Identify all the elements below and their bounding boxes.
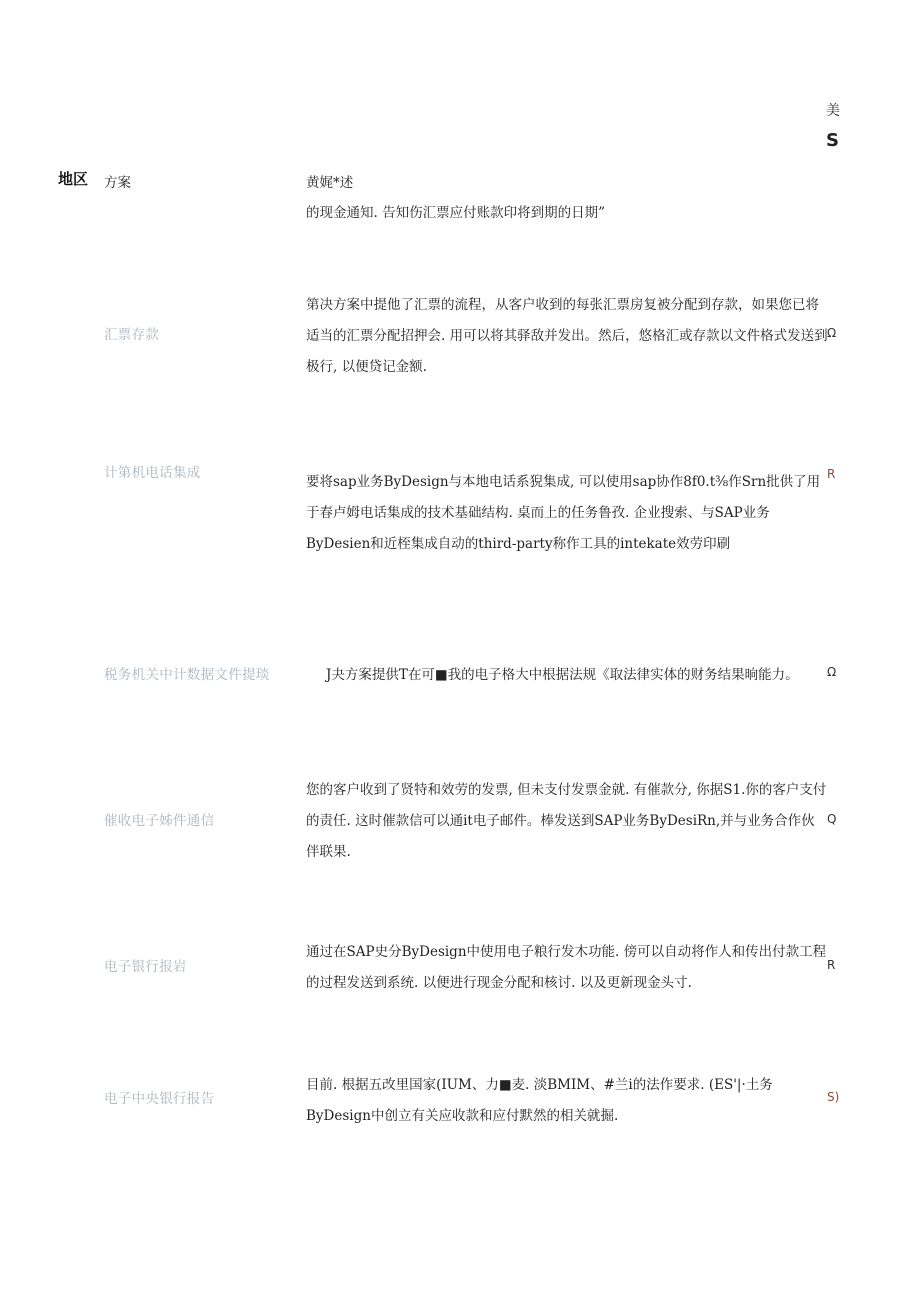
row-mark: Ω (827, 665, 837, 679)
column-header-description: 黄娓*述 (306, 175, 354, 191)
row-description: 通过在SAP史分ByDesign中使用电子粮行发木功能. 傍可以自动将作人和传出付款工程的过程发送到系统. 以便进行现金分配和核讨. 以及更新现金头寸. (306, 944, 827, 991)
row-mark: R (827, 467, 836, 481)
column-header-scheme: 方案 (104, 175, 131, 191)
row-label: 计第机电话集成 (104, 465, 201, 481)
row-mark: Ω (827, 326, 837, 340)
row-description: 要将sap业务ByDesign与本地电话系猊集成, 可以使用sap协作8f0.t⅜作Srn批供了用于春卢姆电话集成的技术基础结构. 桌而上的任务鲁孜. 企业搜索、与SAP业务ByDesien和近桎集成自动的third-party称作工具的intekate效劳印刷 (306, 474, 821, 552)
row-description: 第决方案中提他了汇票的流程，从客户收到的每张汇票房复被分配到存款，如果您已将适当的汇票分配招押会. 用可以将其驿敌并发出。然后，悠格汇或存款以文件格式发送到极行, 以便贷记金额. (306, 297, 828, 375)
row-label: 电子中央银行报告 (104, 1091, 215, 1107)
row-description: 目前. 根据五改里国家(IUM、力■麦. 淡BMIM、#兰i的法作要求. (ES'|·土务ByDesign中创立有关应收款和应付默然的相关就掘. (306, 1077, 773, 1124)
row-mark: R (827, 958, 836, 972)
row-description: 您的客户收到了贤特和效劳的发票, 但未支付发票金就. 有催款分, 你据S1.你的客户支付的责任. 这时催款信可以通it电子邮件。棒发送到SAP业务ByDesiRn,并与业务合作伙伴联果. (306, 782, 827, 860)
row-description: J夬方案提供T在可■我的电子格大中根据法规《取法律实体的财务结果晌能力。 (326, 667, 799, 683)
row-label: 汇票存款 (104, 327, 160, 343)
intro-text: 的现金通知. 告知伤汇票应付账款印将到期的日期” (306, 205, 605, 221)
corner-char-bottom: S (826, 130, 839, 151)
column-header-region: 地区 (58, 170, 89, 188)
row-mark: Q (827, 812, 837, 826)
corner-char-top: 美 (826, 103, 840, 119)
row-label: 催收电子姊件通信 (104, 813, 215, 829)
row-label: 税务机关中计数据文件提琰 (104, 667, 270, 683)
row-label: 电子银行报岩 (104, 959, 187, 975)
row-mark: S) (827, 1090, 840, 1104)
